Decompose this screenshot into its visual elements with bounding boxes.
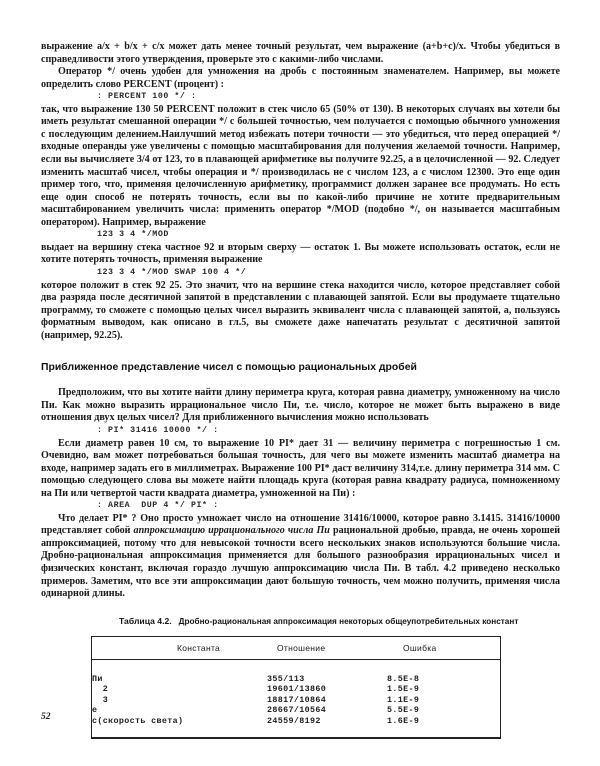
code-line-area: : AREA DUP 4 */ PI* : (97, 501, 219, 511)
cell-error: 8.5E-8 (387, 673, 420, 684)
code-line-percent: : PERCENT 100 */ : (97, 92, 197, 102)
constants-table-frame (91, 636, 501, 739)
cell-ratio: 24559/8192 (267, 716, 321, 727)
code-line-starmod: 123 3 4 */MOD (97, 230, 169, 240)
cell-ratio: 19601/13860 (267, 684, 327, 695)
paragraph-8-emphasis: аппроксимацию иррационального числа Пи (133, 525, 330, 537)
cell-constant: 2 (92, 684, 109, 695)
code-line-starmod-swap: 123 3 4 */MOD SWAP 100 4 */ (97, 267, 247, 277)
table-body (92, 659, 500, 736)
cell-error: 1.5E-9 (387, 684, 420, 695)
table-header-ratio: Отношение (267, 637, 387, 660)
table-row (92, 705, 500, 716)
cell-error: 1.6E-9 (387, 716, 420, 727)
paragraph-2: Оператор */ очень удобен для умножения на дробь с постоянным знаменателем. Например, вы можете определить слово PERCENT (процент) : (41, 66, 560, 90)
table-block (41, 616, 560, 739)
cell-constant: c(скорость света) (92, 716, 184, 727)
table-caption-text: Дробно-рациональная аппроксимация некоторых общеупотребительных констант (178, 616, 519, 626)
cell-ratio: 355/113 (267, 673, 305, 684)
cell-ratio: 28667/10564 (267, 705, 327, 716)
page-content (41, 41, 560, 739)
table-row (92, 695, 500, 706)
paragraph-8-part2: рациональной дробью, правда, не очень хорошей аппроксимацией, потому что для невысокой точности всего нескольких знаков используются большие числа. Дробно-рациональная аппроксимация применяется для большого разнообразия иррациональных чисел и физических констант, включая гораздо лучшую аппроксимацию числа Пи. В табл. 4.2 приведено несколько примеров. Заметим, что все эти аппроксимации дают большую точность, чем можно получить, применяя числа одинарной длины. (41, 525, 561, 600)
cell-error: 5.5E-9 (387, 705, 420, 716)
cell-constant: Пи (92, 673, 103, 684)
table-row (92, 684, 500, 695)
table-row (92, 716, 500, 737)
constants-table (92, 637, 500, 737)
cell-error: 1.1E-9 (387, 694, 420, 705)
table-caption-number: Таблица 4.2. (119, 615, 172, 626)
cell-ratio: 18817/10864 (267, 694, 327, 705)
cell-constant: 3 (92, 694, 109, 705)
paragraph-8-part1: Что делает PI* ? Оно просто умножает число на отношение 31416/10000, которое равно 3.1415. 31416/10000 представляет собой (41, 512, 560, 537)
table-header-row (92, 637, 500, 660)
paragraph-4: выдает на вершину стека частное 92 и вторым сверху — остаток 1. Вы можете использовать остаток, если не хотите потерять точность, применяя выражение (41, 241, 560, 266)
code-line-pi: : PI* 31416 10000 */ : (97, 425, 219, 435)
table-caption (41, 616, 560, 627)
table-head (92, 637, 500, 660)
paragraph-8 (41, 513, 560, 601)
spacer (41, 342, 560, 361)
table-header-constant: Константа (92, 637, 267, 660)
paragraph-3: так, что выражение 130 50 PERCENT положит в стек число 65 (50% от 130). В некоторых случаях вы хотели бы иметь результат смешанной операции */ с большей точностью, чем получается с помощью обычного умножения с последующим делением.Наилучший метод избежать потери точности — это убедиться, что перед операцией */ входные операнды уже увеличены с помощью масштабирования для получения желаемой точности. Например, если вы вычисляете 3/4 от 123, то в плавающей арифметике вы получите 92.25, а в целочисленной — 92. Следует изменить масштаб чисел, чтобы операция и */ производилась не с числом 123, а с числом 12300. Это еще один пример того, что, применяя целочисленную арифметику, программист должен заранее все продумать. Но есть еще один способ не потерять точность, если вы по какой-либо причине не хотите предварительным масштабированием увеличить числа: применить оператор */MOD (подобно */, он называется масштабным оператором). Например, выражение (41, 103, 560, 228)
paragraph-7: Если диаметр равен 10 см, то выражение 10 PI* дает 31 — величину периметра с погрешностью 1 см. Очевидно, вам может потребоваться большая точность, для чего вы можете изменить масштаб диаметра на входе, например задать его в миллиметрах. Выражение 100 PI* даст величину 314,т.е. длину периметра 314 мм. С помощью следующего слова вы можете найти площадь круга (которая равна квадрату радиуса, помноженному на Пи или четвертой части квадрата диаметра, умноженной на Пи) : (41, 437, 560, 499)
paragraph-5: которое положит в стек 92 25. Это значит, что на вершине стека находится число, которое представляет собой два разряда после десятичной запятой в представлении с плавающей запятой. Если вы продумаете тщательно программу, то сможете с помощью целых чисел выразить эквивалент числа с плавающей запятой, а, пользуясь форматным выводом, как описано в гл.5, вы сможете даже напечатать результат с десятичной запятой (например, 92.25). (41, 279, 560, 341)
table-header-error: Ошибка (387, 637, 500, 660)
paragraph-1: выражение a/x + b/x + c/x может дать менее точный результат, чем выражение (a+b+c)/x. Чтобы убедиться в справедливости этого утверждения, проверьте это с какими-либо числами. (41, 41, 560, 65)
spacer (41, 374, 560, 387)
section-heading: Приближенное представление чисел с помощью рациональных дробей (41, 362, 417, 374)
page-number: 52 (41, 712, 51, 722)
table-row (92, 659, 500, 684)
paragraph-6: Предположим, что вы хотите найти длину периметра круга, которая равна диаметру, умноженному на число Пи. Как можно выразить иррациональное число Пи, т.е. число, которое не может быть выражено в виде отношения двух целых чисел? Для приближенного вычисления можно использовать (41, 387, 560, 424)
cell-constant: e (92, 705, 98, 716)
